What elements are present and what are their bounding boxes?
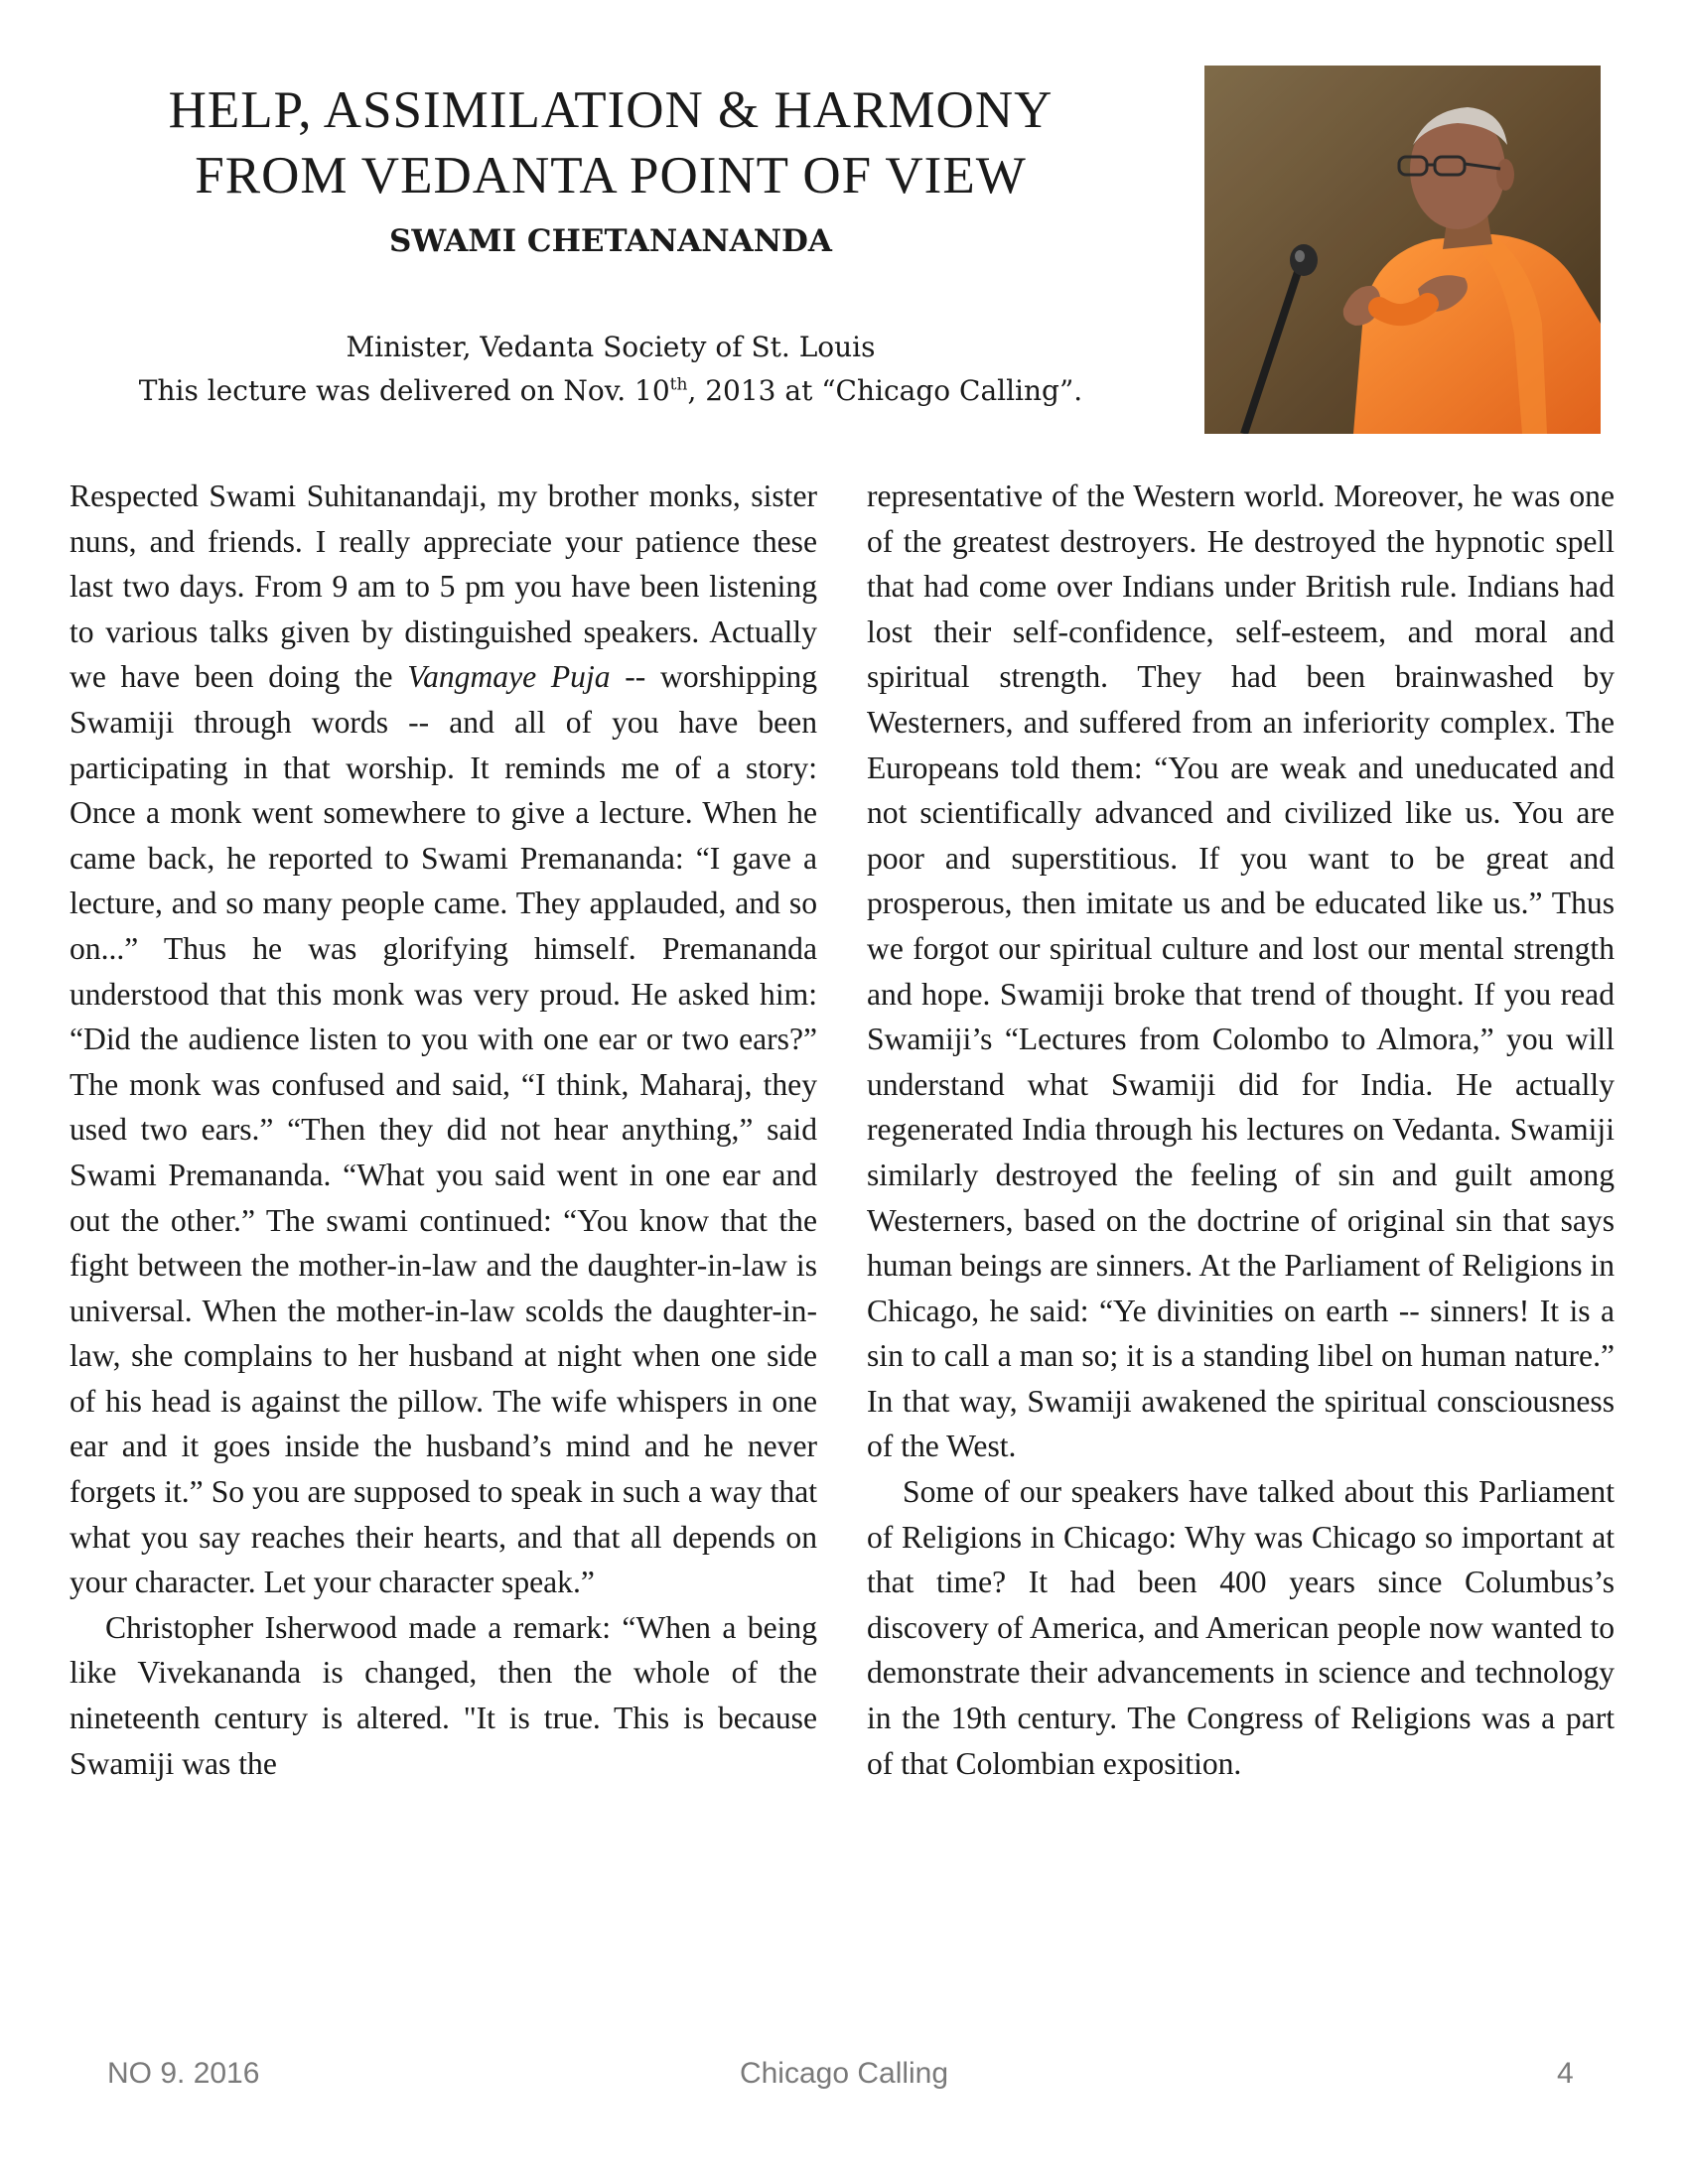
paragraph: Some of our speakers have talked about this Parliament of Religions in Chicago: Why was Chicago so important at that time? It had been 400 years since Columbus’s discovery of America, and American people now wanted to demonstrate their advancements in science and technology in the 19th century. The Congress of Religions was a part of that Colombian exposition.	[867, 1474, 1615, 1781]
author-name: SWAMI CHETANANANDA	[389, 223, 832, 259]
paragraph	[70, 474, 817, 1605]
affiliation: Minister, Vedanta Society of St. Louis	[346, 331, 876, 363]
date-ordinal: th	[669, 374, 688, 395]
paragraph-text: Respected Swami Suhitanandaji, my brother monks, sister nuns, and friends. I really appreciate your patience these last two days. From 9 am to 5 pm you have been listening to various talks given by distinguished speakers. Actually we have been doing the	[70, 478, 817, 695]
right-column	[867, 474, 1615, 2022]
footer-issue: NO 9. 2016	[107, 2057, 260, 2090]
article-title	[70, 77, 1152, 208]
paragraph: representative of the Western world. Moreover, he was one of the greatest destroyers. He destroyed the hypnotic spell that had come over Indians under British rule. Indians had lost their self-confidence, self-esteem, and moral and spiritual strength. They had been brainwashed by Westerners, and suffered from an inferiority complex. The Europeans told them: “You are weak and uneducated and not scientifically advanced and civilized like us. You are poor and superstitious. If you want to be great and prosperous, then imitate us and be educated like us.” Thus we forgot our spiritual culture and lost our mental strength and hope. Swamiji broke that trend of thought. If you read Swamiji’s “Lectures from Colombo to Almora,” you will understand what Swamiji did for India. He actually regenerated India through his lectures on Vedanta. Swamiji similarly destroyed the feeling of sin and guilt among Westerners, based on the doctrine of original sin that says human beings are sinners. At the Parliament of Religions in Chicago, he said: “Ye divinities on earth -- sinners! It is a sin to call a man so; it is a standing libel on human nature.” In that way, Swamiji awakened the spiritual consciousness of the West.	[867, 478, 1615, 1464]
speaker-photo	[1204, 66, 1601, 434]
delivery-suffix: , 2013 at “Chicago Calling”.	[687, 374, 1083, 407]
title-line-2: FROM VEDANTA POINT OF VIEW	[195, 147, 1027, 205]
delivery-prefix: This lecture was delivered on Nov. 10	[138, 374, 670, 407]
title-line-1: HELP, ASSIMILATION & HARMONY	[168, 81, 1054, 139]
italic-term: Vangmaye Puja	[407, 659, 611, 695]
paragraph: Christopher Isherwood made a remark: “When a being like Vivekananda is changed, then the whole of the nineteenth century is altered. "It is true. This is because Swamiji was the	[70, 1609, 817, 1781]
speaker-photo-illustration	[1204, 66, 1601, 434]
delivery-note	[50, 369, 1172, 413]
left-column	[70, 474, 817, 2022]
footer-page-number: 4	[1557, 2057, 1574, 2090]
lecture-credits	[50, 326, 1172, 413]
paragraph-text: -- worshipping Swamiji through words -- and all of you have been participating in that worship. It reminds me of a story: Once a monk went somewhere to give a lecture. When he came back, he reported to Swami Premananda: “I gave a lecture, and so many people came. They applauded, and so on...” Thus he was glorifying himself. Premananda understood that this monk was very proud. He asked him: “Did the audience listen to you with one ear or two ears?” The monk was confused and said, “I think, Maharaj, they used two ears.” “Then they did not hear anything,” said Swami Premananda. “What you said went in one ear and out the other.” The swami continued: “You know that the fight between the mother-in-law and the daughter-in-law is universal. When the mother-in-law scolds the daughter-in-law, she complains to her husband at night when one side of his head is against the pillow. The wife whispers in one ear and it goes inside the husband’s mind and he never forgets it.” So you are supposed to speak in such a way that what you say reaches their hearts, and that all depends on your character. Let your character speak.”	[70, 659, 817, 1600]
footer-publication: Chicago Calling	[739, 2057, 949, 2090]
